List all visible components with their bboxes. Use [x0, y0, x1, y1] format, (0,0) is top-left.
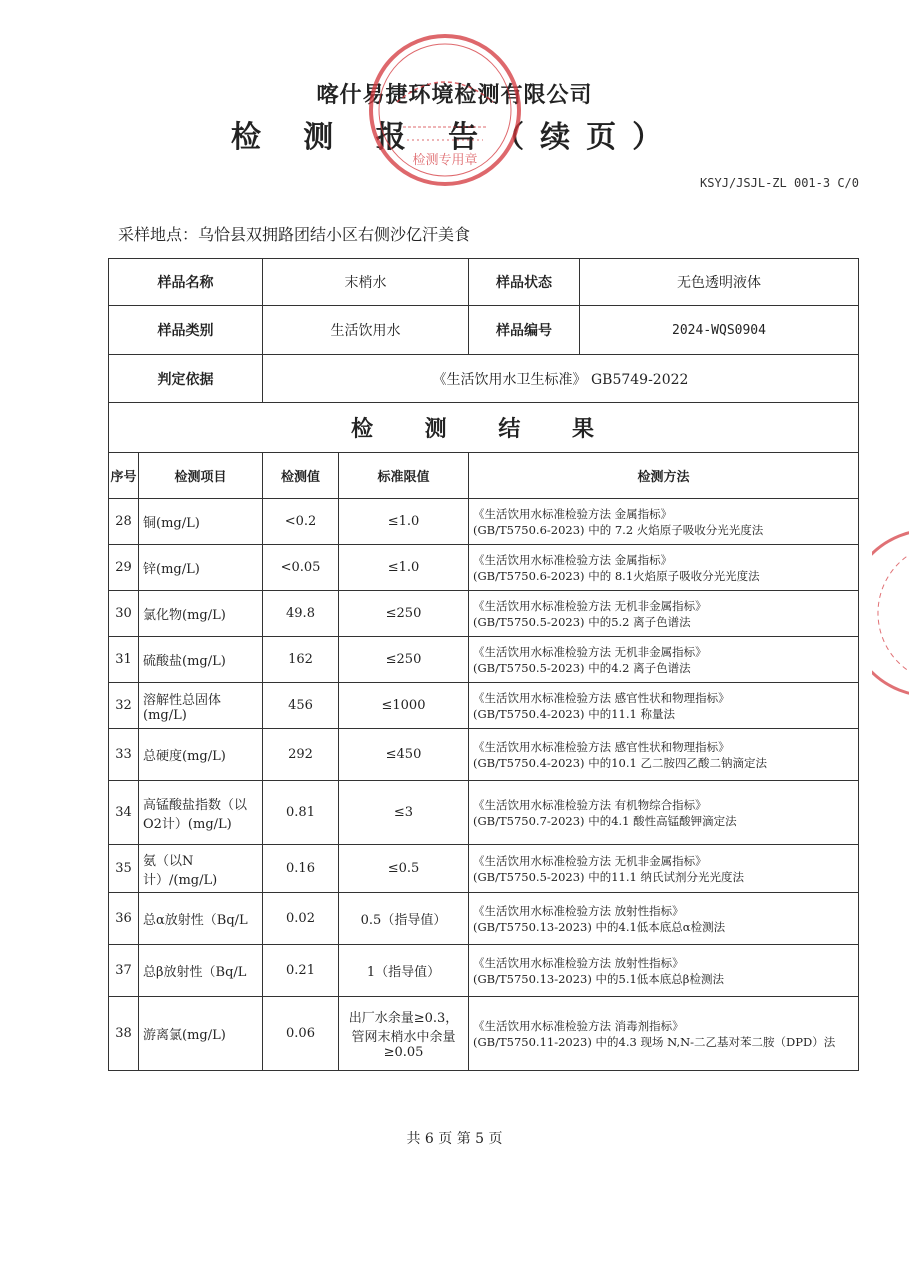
test-item: 硫酸盐(mg/L) [139, 637, 263, 683]
row-number: 38 [109, 997, 139, 1071]
method-detail: (GB/T5750.4-2023) 中的11.1 称量法 [473, 706, 675, 721]
test-item: 溶解性总固体(mg/L) [139, 683, 263, 729]
method-detail: (GB/T5750.4-2023) 中的10.1 乙二胺四乙酸二钠滴定法 [473, 755, 767, 770]
report-table [108, 258, 859, 1071]
standard-limit: 出厂水余量≥0.3，管网末梢水中余量≥0.05 [339, 997, 469, 1071]
row-number: 33 [109, 729, 139, 781]
standard-limit: ≤250 [339, 591, 469, 637]
test-item: 氨（以N计）/(mg/L) [139, 845, 263, 893]
test-value: 0.06 [263, 997, 339, 1071]
test-item: 总β放射性（Bq/L [139, 945, 263, 997]
test-item: 铜(mg/L) [139, 499, 263, 545]
test-value: 0.21 [263, 945, 339, 997]
table-row [109, 893, 859, 945]
basis-value: 《生活饮用水卫生标准》 GB5749-2022 [263, 355, 859, 403]
row-number: 28 [109, 499, 139, 545]
test-item: 锌(mg/L) [139, 545, 263, 591]
method-standard: 《生活饮用水标准检验方法 感官性状和物理指标》 [473, 739, 730, 754]
info-row-1 [109, 259, 859, 306]
official-seal-stamp [367, 32, 523, 188]
test-method [469, 893, 859, 945]
col-header-value: 检测值 [263, 453, 339, 499]
table-row [109, 591, 859, 637]
standard-limit: ≤250 [339, 637, 469, 683]
method-standard: 《生活饮用水标准检验方法 感官性状和物理指标》 [473, 690, 730, 705]
table-row [109, 945, 859, 997]
sample-no-label: 样品编号 [469, 306, 580, 354]
method-detail: (GB/T5750.5-2023) 中的4.2 离子色谱法 [473, 660, 691, 675]
test-method [469, 781, 859, 845]
standard-limit: ≤1000 [339, 683, 469, 729]
row-number: 34 [109, 781, 139, 845]
method-standard: 《生活饮用水标准检验方法 放射性指标》 [473, 903, 684, 918]
test-item: 总硬度(mg/L) [139, 729, 263, 781]
test-method [469, 591, 859, 637]
standard-limit: 1（指导值） [339, 945, 469, 997]
method-standard: 《生活饮用水标准检验方法 消毒剂指标》 [473, 1018, 684, 1033]
table-row [109, 997, 859, 1071]
report-title: 检 测 报 告（续页） [230, 120, 679, 155]
results-section-title: 检 测 结 果 [109, 403, 859, 453]
method-standard: 《生活饮用水标准检验方法 有机物综合指标》 [473, 797, 707, 812]
result-rows [109, 499, 859, 1071]
method-detail: (GB/T5750.7-2023) 中的4.1 酸性高锰酸钾滴定法 [473, 813, 737, 828]
row-number: 31 [109, 637, 139, 683]
row-number: 32 [109, 683, 139, 729]
method-standard: 《生活饮用水标准检验方法 无机非金属指标》 [473, 853, 707, 868]
sample-state-label: 样品状态 [469, 259, 580, 305]
test-method [469, 545, 859, 591]
seal-text: 检测专用章 [412, 153, 478, 168]
test-method [469, 729, 859, 781]
test-method [469, 845, 859, 893]
test-item: 氯化物(mg/L) [139, 591, 263, 637]
sample-type-value: 生活饮用水 [263, 306, 469, 355]
test-value: <0.05 [263, 545, 339, 591]
row-number: 36 [109, 893, 139, 945]
col-header-limit: 标准限值 [339, 453, 469, 499]
test-method [469, 637, 859, 683]
table-row [109, 729, 859, 781]
standard-limit: ≤1.0 [339, 545, 469, 591]
info-row-3 [109, 355, 859, 403]
method-standard: 《生活饮用水标准检验方法 无机非金属指标》 [473, 644, 707, 659]
test-value: 0.16 [263, 845, 339, 893]
table-row [109, 845, 859, 893]
row-number: 30 [109, 591, 139, 637]
table-row [109, 683, 859, 729]
test-value: <0.2 [263, 499, 339, 545]
column-header-row [109, 453, 859, 499]
table-row [109, 499, 859, 545]
page-footer: 共 6 页 第 5 页 [406, 1131, 503, 1147]
test-method [469, 683, 859, 729]
table-row [109, 637, 859, 683]
standard-limit: 0.5（指导值） [339, 893, 469, 945]
standard-limit: ≤450 [339, 729, 469, 781]
test-value: 0.02 [263, 893, 339, 945]
row-number: 29 [109, 545, 139, 591]
method-standard: 《生活饮用水标准检验方法 金属指标》 [473, 506, 673, 521]
col-header-method: 检测方法 [469, 453, 859, 499]
method-detail: (GB/T5750.5-2023) 中的5.2 离子色谱法 [473, 614, 691, 629]
method-detail: (GB/T5750.6-2023) 中的 8.1火焰原子吸收分光光度法 [473, 568, 760, 583]
standard-limit: ≤1.0 [339, 499, 469, 545]
sampling-location-value: 乌恰县双拥路团结小区右侧沙亿汗美食 [198, 225, 471, 244]
info-row-2 [109, 306, 859, 355]
method-standard: 《生活饮用水标准检验方法 无机非金属指标》 [473, 598, 707, 613]
table-row [109, 545, 859, 591]
test-value: 292 [263, 729, 339, 781]
method-standard: 《生活饮用水标准检验方法 金属指标》 [473, 552, 673, 567]
test-method [469, 945, 859, 997]
row-number: 35 [109, 845, 139, 893]
test-value: 456 [263, 683, 339, 729]
method-detail: (GB/T5750.5-2023) 中的11.1 纳氏试剂分光光度法 [473, 869, 744, 884]
method-detail: (GB/T5750.13-2023) 中的5.1低本底总β检测法 [473, 971, 724, 986]
test-method [469, 997, 859, 1071]
method-standard: 《生活饮用水标准检验方法 放射性指标》 [473, 955, 684, 970]
test-item: 总α放射性（Bq/L [139, 893, 263, 945]
document-number: KSYJ/JSJL-ZL 001-3 C/0 [700, 176, 859, 190]
sampling-location [118, 222, 470, 245]
test-item: 游离氯(mg/L) [139, 997, 263, 1071]
test-method [469, 499, 859, 545]
test-value: 49.8 [263, 591, 339, 637]
standard-limit: ≤3 [339, 781, 469, 845]
basis-label: 判定依据 [109, 355, 263, 403]
side-seal-stamp [872, 528, 909, 698]
test-value: 162 [263, 637, 339, 683]
sampling-location-label: 采样地点： [118, 225, 199, 244]
method-detail: (GB/T5750.13-2023) 中的4.1低本底总α检测法 [473, 919, 726, 934]
test-item: 高锰酸盐指数（以O2计）(mg/L) [139, 781, 263, 845]
col-header-no: 序号 [109, 453, 139, 499]
col-header-item: 检测项目 [139, 453, 263, 499]
method-detail: (GB/T5750.11-2023) 中的4.3 现场 N,N-二乙基对苯二胺（DPD）法 [473, 1034, 836, 1049]
sample-state-value: 无色透明液体 [677, 275, 761, 291]
company-name: 喀什易捷环境检测有限公司 [316, 83, 593, 108]
method-detail: (GB/T5750.6-2023) 中的 7.2 火焰原子吸收分光光度法 [473, 522, 764, 537]
table-row [109, 781, 859, 845]
standard-limit: ≤0.5 [339, 845, 469, 893]
sample-type-label: 样品类别 [109, 306, 263, 355]
sample-no-value: 2024-WQS0904 [672, 322, 766, 338]
sample-name-label: 样品名称 [109, 259, 263, 306]
section-row [109, 403, 859, 453]
sample-name-value: 末梢水 [263, 259, 469, 306]
row-number: 37 [109, 945, 139, 997]
test-value: 0.81 [263, 781, 339, 845]
